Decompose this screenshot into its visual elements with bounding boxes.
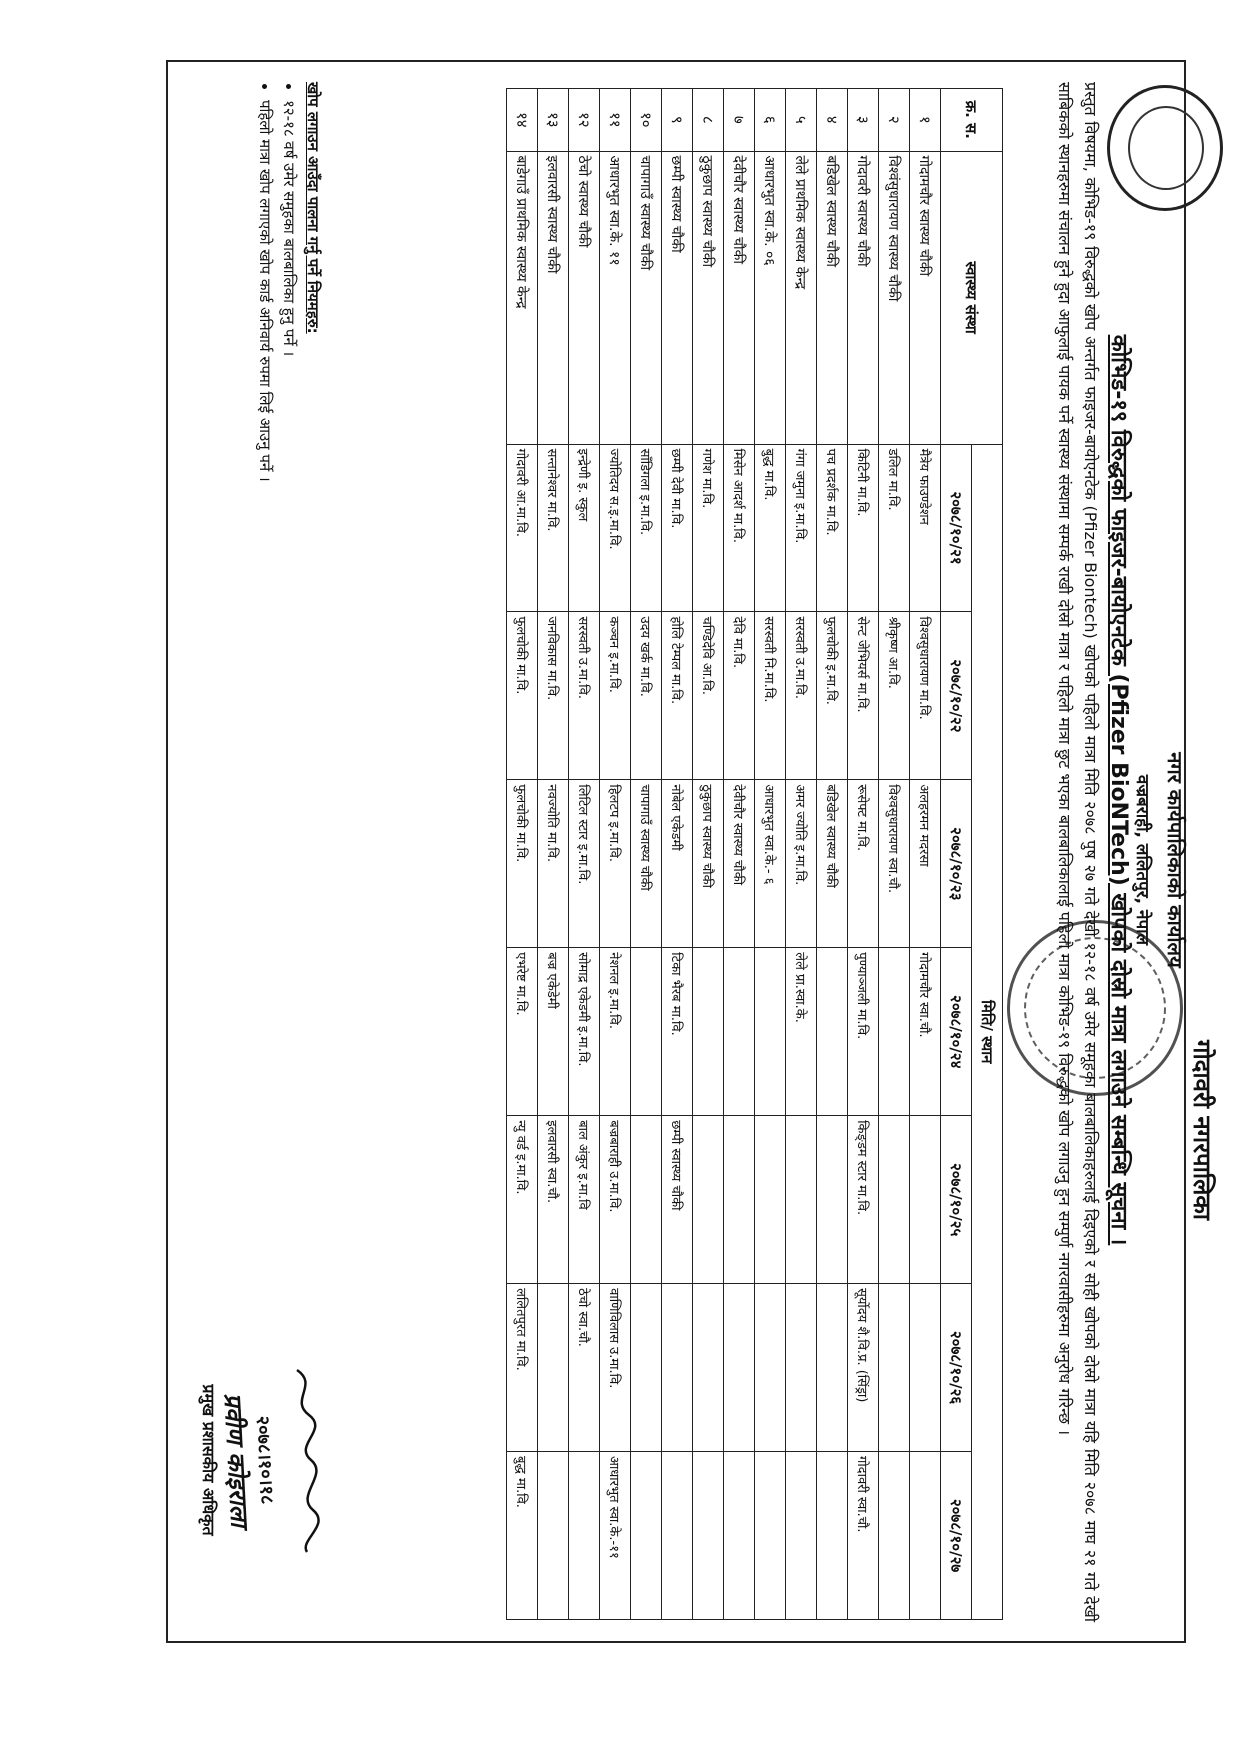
venue-cell: अलहरमन मदरसा: [910, 780, 941, 948]
venue-cell: बज्र एकेडेमी: [538, 948, 569, 1116]
venue-cell: सेन्ट जेभियर्स मा.वि.: [848, 612, 879, 780]
venue-cell: गंगा जमुना इ.मा.वि.: [786, 444, 817, 612]
table-row: [631, 89, 662, 1620]
venue-cell: नेशनल इ.मा.वि.: [600, 948, 631, 1116]
venue-cell: श्रीकृष्ण आ.वि.: [879, 612, 910, 780]
table-row: [662, 89, 693, 1620]
institution-cell: विश्वंसुधारायण स्वास्थ्य चौकी: [879, 151, 910, 444]
serial-cell: ४: [817, 89, 848, 152]
venue-cell: [755, 1452, 786, 1620]
venue-cell: चण्डिदेवि आ.वि.: [693, 612, 724, 780]
institution-cell: ठेचो स्वास्थ्य चौकी: [569, 151, 600, 444]
venue-cell: किटिनी मा.वि.: [848, 444, 879, 612]
venue-cell: [724, 1284, 755, 1452]
serial-cell: १२: [569, 89, 600, 152]
serial-cell: ३: [848, 89, 879, 152]
venue-cell: ज्योतिदय स.इ.मा.वि.: [600, 444, 631, 612]
org-address: वज्रबराही, ललितपुर, नेपाल: [1132, 774, 1152, 946]
venue-cell: ठेचो स्वा.चौ.: [569, 1284, 600, 1452]
venue-cell: [817, 1116, 848, 1284]
org-office: नगर कार्यपालिकाको कार्यालय: [1163, 752, 1187, 968]
serial-cell: १३: [538, 89, 569, 152]
rules-list: [255, 100, 299, 982]
institution-cell: आधारभुत स्वा.के. ०६: [755, 151, 786, 444]
table-row: [569, 89, 600, 1620]
venue-cell: [693, 1284, 724, 1452]
venue-cell: इलवारसी स्वा.चौ.: [538, 1116, 569, 1284]
venue-cell: लेले प्रा.स्वा.के.: [786, 948, 817, 1116]
table-row: [910, 89, 941, 1620]
vaccination-schedule-table: [506, 88, 1003, 1620]
table-row: [724, 89, 755, 1620]
venue-cell: [724, 1116, 755, 1284]
venue-cell: मैत्रेय फाउण्डेशन: [910, 444, 941, 612]
venue-cell: [631, 1116, 662, 1284]
venue-cell: [786, 1452, 817, 1620]
venue-cell: आधारभुत स्वा.के.- ६: [755, 780, 786, 948]
serial-cell: ६: [755, 89, 786, 152]
venue-cell: गोदावरी आ.मा.वि.: [507, 444, 538, 612]
institution-cell: बडिखेल स्वास्थ्य चौकी: [817, 151, 848, 444]
venue-cell: सोमाद्र एकेडमी इ.मा.वि.: [569, 948, 600, 1116]
venue-cell: [817, 1284, 848, 1452]
venue-cell: छम्पी स्वास्थ्य चौकी: [662, 1116, 693, 1284]
table-row: [600, 89, 631, 1620]
venue-cell: लिटिल स्टार इ.मा.वि.: [569, 780, 600, 948]
venue-cell: पुण्याञ्जली मा.वि.: [848, 948, 879, 1116]
venue-cell: [631, 948, 662, 1116]
venue-cell: [879, 1116, 910, 1284]
venue-cell: फुलचोकी मा.वि.: [507, 612, 538, 780]
venue-cell: हिलटप इ.मा.वि.: [600, 780, 631, 948]
institution-cell: आधारभुत स्वा.के. ११: [600, 151, 631, 444]
venue-cell: चापागाउँ स्वास्थ्य चौकी: [631, 780, 662, 948]
venue-cell: जनविकास मा.वि.: [538, 612, 569, 780]
rules-heading: खोप लगाउन आउँदा पालना गर्नु पर्ने नियमहरु:: [304, 82, 322, 334]
institution-cell: छम्पी स्वास्थ्य चौकी: [662, 151, 693, 444]
venue-cell: उदय खर्क मा.वि.: [631, 612, 662, 780]
venue-cell: फुलचोकी इ.मा.वि.: [817, 612, 848, 780]
venue-cell: [693, 1452, 724, 1620]
venue-cell: किङ्डम स्टार मा.वि.: [848, 1116, 879, 1284]
venue-cell: बज्रबाराही उ.मा.वि.: [600, 1116, 631, 1284]
venue-cell: [693, 948, 724, 1116]
institution-cell: लेले प्राथमिक स्वास्थ्य केन्द्र: [786, 151, 817, 444]
venue-cell: सरस्वती उ.मा.वि.: [786, 612, 817, 780]
table-row: [879, 89, 910, 1620]
venue-cell: [817, 1452, 848, 1620]
venue-cell: डलिल मा.वि.: [879, 444, 910, 612]
venue-cell: गोदामचौर स्वा.चौ.: [910, 948, 941, 1116]
venue-cell: विश्वसुधारायण मा.वि.: [910, 612, 941, 780]
institution-cell: गोदामचौर स्वास्थ्य चौकी: [910, 151, 941, 444]
venue-cell: सरस्वती नि.मा.वि.: [755, 612, 786, 780]
date-header: २०७८/१०/२३: [941, 780, 972, 948]
venue-cell: [693, 1116, 724, 1284]
venue-cell: नवज्योति मा.वि.: [538, 780, 569, 948]
venue-cell: फुलचोकी मा.वि.: [507, 780, 538, 948]
institution-cell: गोदावरी स्वास्थ्य चौकी: [848, 151, 879, 444]
venue-cell: [724, 948, 755, 1116]
date-header: २०७८/१०/२१: [941, 444, 972, 612]
venue-cell: देवि मा.वि.: [724, 612, 755, 780]
venue-cell: [910, 1284, 941, 1452]
venue-cell: इन्द्रेणी इ. स्कुल: [569, 444, 600, 612]
venue-cell: वाणिविलास उ.मा.वि.: [600, 1284, 631, 1452]
notice-title: कोभिड-१९ विरुद्धको फाइजर-बायोएनटेक (Pfizer BioNTech) खोपको दोस्रो मात्रा लगाउने सम्बन्धि सूचना ।: [1106, 334, 1131, 1246]
schedule-body: [507, 89, 941, 1620]
institution-cell: इलवारसी स्वास्थ्य चौकी: [538, 151, 569, 444]
date-header: २०७८/१०/२७: [941, 1452, 972, 1620]
venue-cell: [662, 1284, 693, 1452]
venue-cell: [755, 948, 786, 1116]
serial-cell: ५: [786, 89, 817, 152]
serial-cell: २: [879, 89, 910, 152]
venue-cell: टिका भैरब मा.वि.: [662, 948, 693, 1116]
venue-cell: ठुकुछाप स्वास्थ्य चौकी: [693, 780, 724, 948]
venue-cell: गोदावरी स्वा.चौ.: [848, 1452, 879, 1620]
institution-cell: देवीचौर स्वास्थ्य चौकी: [724, 151, 755, 444]
venue-cell: [631, 1284, 662, 1452]
table-row: [693, 89, 724, 1620]
venue-cell: मिसेन आदर्श मा.वि.: [724, 444, 755, 612]
venue-cell: [631, 1452, 662, 1620]
venue-cell: [786, 1284, 817, 1452]
table-row: [817, 89, 848, 1620]
header-health-institution: स्वास्थ्य संस्था: [941, 151, 1003, 444]
venue-cell: गणेश मा.वि.: [693, 444, 724, 612]
serial-cell: १: [910, 89, 941, 152]
signatory-name: प्रवीण कोइराला: [218, 1392, 254, 1528]
venue-cell: सूर्योदय शै.वि.प्र. (सिंड्रा): [848, 1284, 879, 1452]
institution-cell: चापागाउँ स्वास्थ्य चौकी: [631, 151, 662, 444]
rotated-notice-sheet: [103, 0, 1243, 1650]
venue-cell: [538, 1284, 569, 1452]
table-row: [848, 89, 879, 1620]
signatory-title: प्रमुख प्रशासकीय अधिकृत: [199, 1384, 218, 1536]
date-header: २०७८/१०/२२: [941, 612, 972, 780]
venue-cell: [879, 1452, 910, 1620]
table-row: [538, 89, 569, 1620]
venue-cell: देवीचौर स्वास्थ्य चौकी: [724, 780, 755, 948]
venue-cell: [910, 1452, 941, 1620]
venue-cell: [817, 948, 848, 1116]
venue-cell: सरस्वती उ.मा.वि.: [569, 612, 600, 780]
date-header: २०७८/१०/२५: [941, 1116, 972, 1284]
serial-cell: ८: [693, 89, 724, 152]
venue-cell: आधारभुत स्वा.के.-११: [600, 1452, 631, 1620]
venue-cell: बुद्ध मा.वि.: [507, 1452, 538, 1620]
org-name: गोदावरी नगरपालिका: [1188, 1039, 1216, 1220]
venue-cell: [879, 1284, 910, 1452]
serial-cell: १०: [631, 89, 662, 152]
table-row: [755, 89, 786, 1620]
table-row: [507, 89, 538, 1620]
rule-item: • १२-१८ वर्ष उमेर समुहका बालबालिका हुनु पर्ने ।: [279, 100, 299, 982]
serial-cell: ११: [600, 89, 631, 152]
venue-cell: [755, 1284, 786, 1452]
venue-cell: बाल अंकुर इ.मा.वि: [569, 1116, 600, 1284]
serial-cell: १४: [507, 89, 538, 152]
table-row: [786, 89, 817, 1620]
notice-body: प्रस्तुत विषयमा, कोभिड-१९ विरुद्धको खोप अन्तर्गत फाइजर-बायोएनटेक (Pfizer Biontech) खोपको पहिलो मात्रा मिति २०७८ पुष २७ गते देखी १२-१८ वर्ष उमेर समूहका बालबालिकाहरुलाई दिइएको र सोही खोपको दोस्रो मात्रा यहि मिति २०७८ माघ २१ गते देखी साबिकको स्थानहरुमा संचालन हुने हुदा आफुलाई पायक पर्ने स्वास्थ्य संस्थामा सम्पर्क राखी दोस्रो मात्रा र पहिलो मात्रा छुट भएका बालबालिकालाई पहिलो मात्रा कोभिड-१९ विरुद्धको खोप लगाउनु हुन सम्पुर्ण नगरवासीहरुमा अनुरोध गरिन्छ ।: [1055, 82, 1100, 1622]
header-date-location: मिति/ स्थान: [972, 444, 1003, 1619]
signature-date: २०७८।१०।१८: [251, 1415, 278, 1505]
venue-cell: [755, 1116, 786, 1284]
venue-cell: एभरेष्ट मा.वि.: [507, 948, 538, 1116]
serial-cell: ७: [724, 89, 755, 152]
venue-cell: नोबेल एकेडमी: [662, 780, 693, 948]
venue-cell: छम्पी देवी मा.वि.: [662, 444, 693, 612]
venue-cell: साँडिगला इ.मा.वि.: [631, 444, 662, 612]
venue-cell: बुद्ध मा.वि.: [755, 444, 786, 612]
venue-cell: [786, 1116, 817, 1284]
venue-cell: सन्तानेश्वर मा.वि.: [538, 444, 569, 612]
venue-cell: कञ्चन इ.मा.वि.: [600, 612, 631, 780]
venue-cell: विश्वसुधारायण स्वा.चौ.: [879, 780, 910, 948]
venue-cell: [910, 1116, 941, 1284]
rules-section: [251, 82, 323, 982]
institution-cell: ठुकुछाप स्वास्थ्य चौकी: [693, 151, 724, 444]
venue-cell: [879, 948, 910, 1116]
venue-cell: अमर ज्योति इ.मा.वि.: [786, 780, 817, 948]
date-header: २०७८/१०/२६: [941, 1284, 972, 1452]
venue-cell: [724, 1452, 755, 1620]
signature-block: [198, 1320, 323, 1600]
date-header: २०७८/१०/२४: [941, 948, 972, 1116]
rule-item: • पहिलो मात्रा खोप लगाएको खोप कार्ड अनिवार्य रुपमा लिई आउनु पर्ने ।: [255, 100, 275, 982]
venue-cell: [569, 1452, 600, 1620]
venue-cell: न्यु वर्ड इ.मा.वि.: [507, 1116, 538, 1284]
venue-cell: रूसेफ्ट मा.वि.: [848, 780, 879, 948]
venue-cell: [662, 1452, 693, 1620]
signature-scribble-icon: [285, 1360, 323, 1560]
venue-cell: [538, 1452, 569, 1620]
venue-cell: ललितपुरत मा.वि.: [507, 1284, 538, 1452]
venue-cell: बडिखेल स्वास्थ्य चौकी: [817, 780, 848, 948]
venue-cell: होलि टेम्पल मा.वि.: [662, 612, 693, 780]
header-serial: क्र. स.: [941, 89, 1003, 152]
venue-cell: पच प्रदर्शक मा.वि.: [817, 444, 848, 612]
serial-cell: ९: [662, 89, 693, 152]
institution-cell: बाडेगाउँ प्राथमिक स्वास्थ्य केन्द्र: [507, 151, 538, 444]
